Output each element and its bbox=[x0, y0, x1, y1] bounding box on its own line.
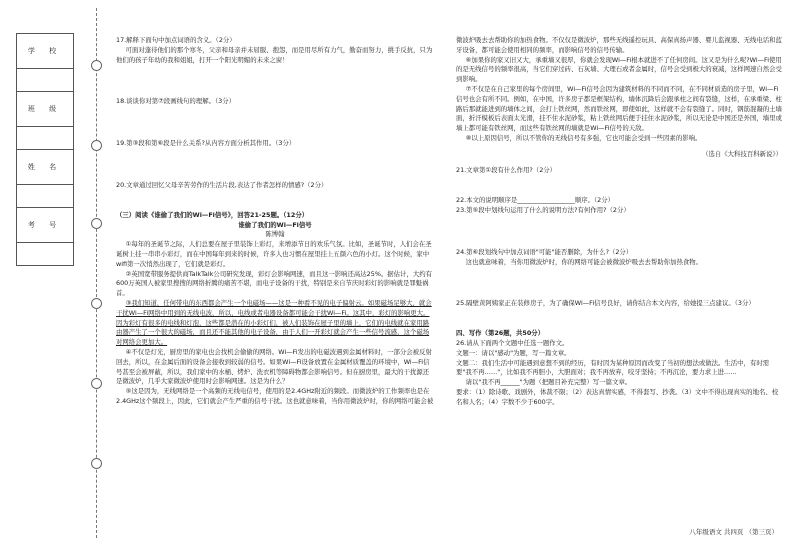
binding-hole bbox=[91, 298, 102, 309]
section-3-heading: （三）阅读《谁偷了我们的Wi—Fi信号》，回答21-25题。（12分） bbox=[116, 210, 309, 219]
paragraph-6: ⑥加果你的家又旧又大，承重墙又很厚，你就会发现Wi—Fi根本就进不了任何房间。这又是为什么呢?Wi—Fi使用的是无线信号的频率很高，当它们穿过砖、石灰墙、大理石或者金属时，信号会受到极大的衰减，这样网速自然会受到影响。 bbox=[456, 55, 782, 84]
paragraph-4: ④不仅是灯光，厨房里的家电也会找机会偷偷的网络。Wi—Fi发出的电磁波遇到金属材料时，一部分会被反射回去，所以，在金属后面的设备会接收到较弱的信号。如果Wi—Fi设备放置在金属材质覆盖的环境中，Wi—Fi信号甚至会被屏蔽，所以，我们家中的水桶、烤炉、洗衣机等障碍物都会影响信号。但在厨房里，最大的干扰源还是微波炉，几乎大家微波炉使用时会影响网速。这是为什么？ bbox=[116, 347, 432, 386]
binding-hole bbox=[91, 378, 102, 389]
binding-hole bbox=[91, 458, 102, 469]
essay-title-2: 文题二：我们生活中可能遇到意想不到的经历，有时因为某种原因而改变了当初的想法或做法。生活中，有时需要"我不再……"，比如我不再胆小，大胆面对；我不再放弃，咬牙坚持；不再沉沦，要力求上进…… bbox=[456, 358, 770, 377]
paragraph-5-continued: 微波炉吸去去帮助你的加热食物。不仅仅是微波炉，那些无线遥控玩具、高保真扬声器、婴儿监视器、无线电话和蓝牙设备，都可能会使用相同的频率，而影响信号的信号传输。 bbox=[456, 36, 782, 54]
question-22: 22.本文的说明顺序是__________________顺序。（2分） bbox=[456, 196, 615, 205]
question-23: 23.第⑤段中划线句运用了什么的说明方法?有何作用?（2分） bbox=[456, 205, 630, 214]
class-blank bbox=[17, 127, 73, 150]
question-17-text: 可面对蓬待他们的那个寒冬，父亲和母亲并未屈服、抱怨，而是用尽所有力气，勤奋而努力，挑手反抗，只为他们的孩子年幼的我和姐姐，打开一个阳光明媚的未来之窗！ bbox=[116, 45, 433, 64]
question-24: 24.第⑥段划线句中加点词语"可能"能否删除，为什么?（2分） bbox=[456, 247, 633, 256]
article-author: 陈博翰 bbox=[265, 230, 285, 239]
question-21: 21.文章第①段有什么作用?（2分） bbox=[456, 166, 557, 175]
paragraph-3: ③我们知道，任何带电的东西都会产生一个电磁场——这是一种看不见的电子偏射云。如果磁场足够大，就会干扰Wi—Fi网络中用到的无线电波，所以，电线或者电器设备都可能会干扰Wi—Fi。这其中，彩灯的影响更大。因为彩灯有很多的电线和灯泡，这些都是潜在的小彩灯们，被人们装饰在屋子里的墙上，它们的电线就在家用路由器产生了一个很大的磁场，而且还不能其他的电子设备，由于人们一开彩灯就会产生一些信号流感，这个磁场对网络会更加大。 bbox=[116, 298, 432, 347]
essay-title-2-prompt: 请以"我不再______"为题（把题目补充完整）写一篇文章。 bbox=[465, 378, 632, 387]
page-footer: 八年级语文 共四页 （第三页） bbox=[689, 528, 778, 536]
binding-hole bbox=[91, 218, 102, 229]
school-blank bbox=[17, 69, 73, 92]
paragraph-5: ⑤这是因为，无线网络是一个高频的无线电信号，使用的是2.4GHz附近的频段。而微波炉的工作频率也是在2.4GHz这个频段上，因此，它们就会产生严重的信号干扰。这也就意味着，当你用微波炉时，你的网络可能会被 bbox=[116, 387, 434, 405]
student-info-table bbox=[16, 33, 74, 266]
paragraph-7: ⑦不仅是在自己家里的每个房间里，Wi—Fi信号会因为建筑材料的不同而不同，在不同材质造的房子里，Wi—Fi信号也会有所不同。例如，在中国，许多房子都是框架结构，墙体沉降后会跟承柱之间有裂缝，这样，在承重梁、柱路后那就能进到的墙体之间，会打上铁丝网，然而铁丝网，即使如此，这样就不会有裂缝了。同时，钢筋混凝的土墙面，折汗模板后表面太光滑，挂不住水泥砂浆，粘上铁丝网后便于挂住水泥砂浆，所以无论是中国还是外国，墙里或墙上都可能有铁丝网，而这些有铁丝网的墙就是Wi—Fi信号的天敌。 bbox=[456, 84, 782, 133]
right-column bbox=[456, 36, 782, 408]
question-20: 20.文章通过回忆父母辛苦劳作的生活片段,表达了作者怎样的情感?（2分） bbox=[116, 180, 328, 189]
exam-number-blank bbox=[17, 243, 73, 265]
paragraph-1: ①每年的圣诞节之际，人们总要在屋子里装饰上彩灯，来增添节日的欢乐气氛。比如，圣诞节时，人们会在圣诞树上挂一串串小彩灯，而在中国每年到来的时候，许多人也习惯在屋里挂上五颜六色的小灯。这个时候，家中wifi第一次悄然出现了，它们就是彩灯。 bbox=[116, 240, 432, 268]
essay-title-1: 文题一：请以"感动"为题，写一篇文章。 bbox=[456, 348, 571, 357]
binding-hole bbox=[91, 140, 102, 151]
question-17: 17.解释下面句中加点词语的含义。（2分） bbox=[116, 36, 236, 44]
binding-hole bbox=[91, 60, 102, 71]
name-field: 姓 名 bbox=[17, 150, 73, 185]
question-25: 25.隔壁黄阿姨家正在装修房子，为了确保Wi—Fi信号良好，请你结合本文内容，给她提三点建议。（3分） bbox=[456, 299, 755, 308]
left-column bbox=[116, 36, 434, 407]
question-18: 18.谈谈你对第⑦段画线句的理解。（3分） bbox=[116, 97, 236, 106]
class-field: 班 级 bbox=[17, 92, 73, 127]
paragraph-2: ②英国宽带服务提供商TalkTalk公司研究发现，彩灯会影响网速，而且这一影响还高达25%。据估计，大约有600万英国人被家里搜搜的网络折腾的痛苦不堪，而电子设备的干扰，特别是来自节庆时彩灯的影响就是罪魁祸首。 bbox=[116, 269, 433, 298]
section-4-heading: 四、写作（第26题，共50分） bbox=[456, 329, 545, 338]
essay-requirements: 要求：（1）除诗歌、戏剧外，体裁不限；（2）表达真情实感，不得套写、抄袭。（3）文中不得出现真实的地名、校名和人名；（4）字数不少于600字。 bbox=[456, 387, 779, 406]
article-title: 谁偷了我们的Wi—Fi信号 bbox=[238, 220, 312, 229]
question-24-text: 这也就意味着，当你用微波炉时，你的网络可能会被微波炉吸去去帮助你加热食物。 bbox=[465, 257, 703, 266]
name-blank bbox=[17, 185, 73, 208]
question-26: 26.请从下面两个文题中任选一题作文。 bbox=[456, 338, 569, 347]
question-19: 19.第③段和第⑥段是什么关系?从内容方面分析其作用。（3分） bbox=[116, 139, 296, 148]
article-source: （选自《大科技百科新说》） bbox=[702, 150, 782, 159]
exam-number-field: 考 号 bbox=[17, 208, 73, 243]
school-field: 学 校 bbox=[17, 34, 73, 69]
paragraph-8: ⑧以上原因信号，所以不管你的无线信号有多强，它也可能会受到一些因素的影响。 bbox=[465, 133, 702, 142]
